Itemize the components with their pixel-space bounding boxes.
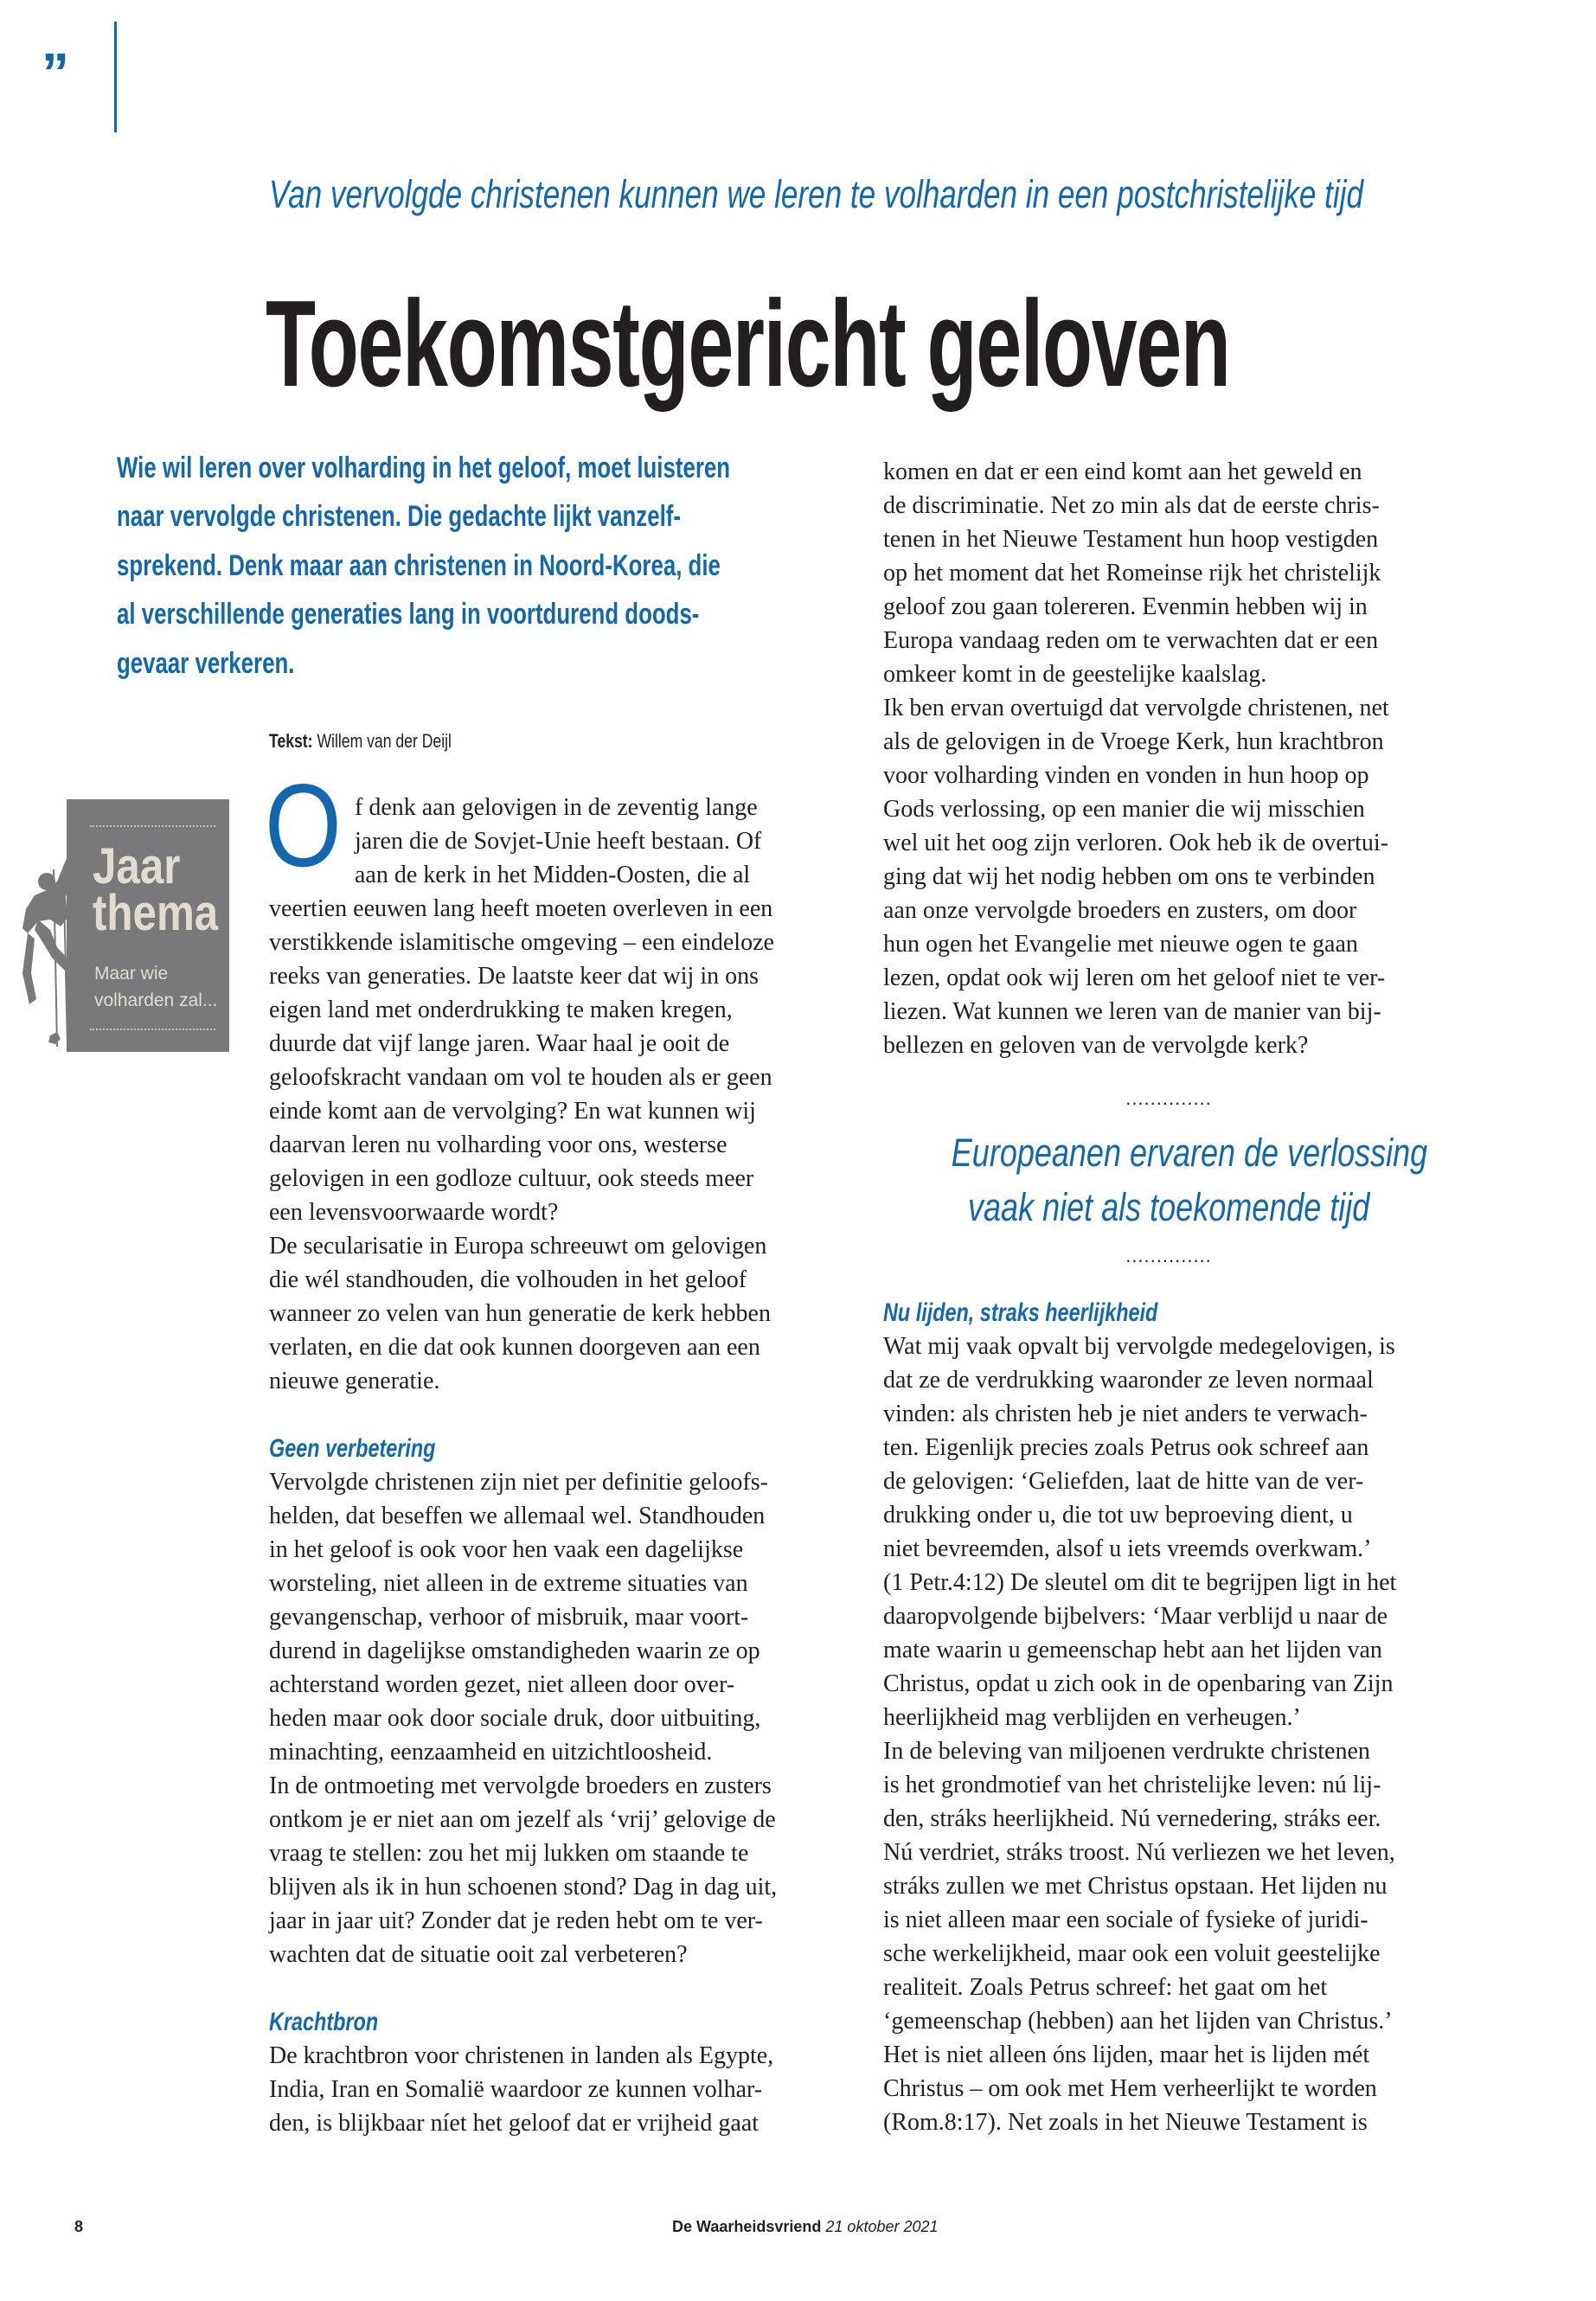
text-line: de discriminatie. Net zo min als dat de eerste chris- <box>883 492 1380 519</box>
text-line: achterstand worden gezet, niet alleen door over- <box>269 1671 735 1698</box>
right-column-section <box>883 1296 1471 2139</box>
byline-author: Willem van der Deijl <box>317 730 452 752</box>
text-line: sprekend. Denk maar aan christenen in Noord-Korea, die <box>117 548 721 582</box>
text-line: een levensvoorwaarde wordt? <box>269 1199 559 1226</box>
title-text: Toekomstgericht geloven <box>266 275 1230 413</box>
text-line: bellezen en geloven van de vervolgde kerk? <box>883 1032 1309 1059</box>
text-line: de gelovigen: ‘Geliefden, laat de hitte van de ver- <box>883 1468 1364 1495</box>
text-line: tenen in het Nieuwe Testament hun hoop vestigden <box>883 526 1379 553</box>
badge-tagline-line: volharden zal... <box>94 990 218 1010</box>
text-line: stráks zullen we met Christus opstaan. Het lijden nu <box>883 1873 1388 1900</box>
text-line: naar vervolgde christenen. Die gedachte lijkt vanzelf- <box>117 500 681 534</box>
section-heading: Geen verbetering <box>269 1434 436 1463</box>
text-line: reeks van generaties. De laatste keer dat wij in ons <box>269 963 760 990</box>
text-line: jaar in jaar uit? Zonder dat je reden hebt om te ver- <box>269 1907 763 1934</box>
text-line: Ik ben ervan overtuigd dat vervolgde christenen, net <box>883 695 1389 721</box>
vertical-rule <box>114 22 117 132</box>
text-line: einde komt aan de vervolging? En wat kunnen wij <box>269 1098 756 1125</box>
text-line: India, Iran en Somalië waardoor ze kunnen volhar- <box>269 2076 763 2103</box>
publication-date: 21 oktober 2021 <box>825 2218 939 2235</box>
text-line: In de ontmoeting met vervolgde broeders en zusters <box>269 1772 772 1799</box>
text-line: minachting, eenzaamheid en uitzichtloosheid. <box>269 1739 713 1766</box>
text-line: blijven als ik in hun schoenen stond? Dag in dag uit, <box>269 1874 778 1900</box>
text-line: Wie wil leren over volharding in het geloof, moet luisteren <box>117 452 731 484</box>
text-line: Nú verdriet, stráks troost. Nú verliezen we het leven, <box>883 1839 1395 1866</box>
badge-title-line2: thema <box>93 885 219 941</box>
intro-paragraph <box>269 791 857 1398</box>
text-line: Gods verlossing, op een manier die wij misschien <box>883 796 1365 823</box>
text-line: gevangenschap, verhoor of misbruik, maar voort- <box>269 1604 749 1631</box>
text-line: dat ze de verdrukking waaronder ze leven normaal <box>883 1367 1374 1394</box>
text-line: verlaten, en die dat ook kunnen doorgeven aan een <box>269 1334 760 1361</box>
text-line: aan onze vervolgde broeders en zusters, om door <box>883 897 1357 924</box>
quote-mark-icon: ” <box>42 42 69 104</box>
text-line: omkeer komt in de geestelijke kaalslag. <box>883 661 1267 688</box>
text-line: is niet alleen maar een sociale of fysieke of juridi- <box>883 1907 1368 1933</box>
text-line: f denk aan gelovigen in de zeventig lange <box>355 794 758 821</box>
text-line: wanneer zo velen van hun generatie de kerk hebben <box>269 1300 771 1327</box>
text-line: drukking onder u, die tot uw beproeving dient, u <box>883 1502 1353 1529</box>
text-line: aan de kerk in het Midden-Oosten, die al <box>355 862 751 888</box>
text-line: heden maar ook door sociale druk, door uitbuiting, <box>269 1705 761 1732</box>
text-line: hun ogen het Evangelie met nieuwe ogen te gaan <box>883 931 1358 958</box>
kicker-text: Van vervolgde christenen kunnen we leren te volharden in een postchristelijke tijd <box>269 172 1364 216</box>
text-line: Christus – om ook met Hem verheerlijkt te worden <box>883 2075 1377 2102</box>
text-line: daarvan leren nu volharding voor ons, westerse <box>269 1131 727 1158</box>
text-line: wachten dat de situatie ooit zal verbeteren? <box>269 1941 688 1968</box>
article-kicker <box>269 170 1596 220</box>
section-body <box>883 1330 1471 2139</box>
text-line: lezen, opdat ook wij leren om het geloof niet te ver- <box>883 965 1386 991</box>
section-heading: Nu lijden, straks heerlijkheid <box>883 1298 1158 1327</box>
text-line: De krachtbron voor christenen in landen als Egypte, <box>269 2042 774 2069</box>
text-line: ten. Eigenlijk precies zoals Petrus ook schreef aan <box>883 1434 1369 1461</box>
text-line: die wél standhouden, die volhouden in het geloof <box>269 1266 747 1293</box>
dotted-divider: .............. <box>1125 1245 1212 1266</box>
text-line: wel uit het oog zijn verloren. Ook heb ik de overtui- <box>883 830 1388 856</box>
text-line: duurde dat vijf lange jaren. Waar haal je ooit de <box>269 1030 730 1057</box>
dotted-divider <box>90 825 215 827</box>
left-column <box>269 791 857 2140</box>
text-line: liezen. Wat kunnen we leren van de manier van bij- <box>883 998 1381 1025</box>
section-body <box>269 2039 857 2140</box>
publication-name: De Waarheidsvriend <box>672 2218 822 2235</box>
text-line: komen en dat er een eind komt aan het geweld en <box>883 458 1362 485</box>
text-line: Europa vandaag reden om te verwachten dat er een <box>883 627 1379 654</box>
text-line: helden, dat beseffen we allemaal wel. Standhouden <box>269 1503 766 1529</box>
text-line: Vervolgde christenen zijn niet per definitie geloofs- <box>269 1469 768 1496</box>
pull-quote-line: Europeanen ervaren de verlossing <box>951 1131 1428 1175</box>
text-line: worsteling, niet alleen in de extreme situaties van <box>269 1570 748 1597</box>
dotted-divider: .............. <box>1125 1087 1212 1109</box>
badge-title-line1: Jaar <box>93 838 181 894</box>
year-theme-badge <box>67 799 229 1052</box>
text-line: realiteit. Zoals Petrus schreef: het gaat om het <box>883 1974 1328 2001</box>
text-line: den, is blijkbaar níet het geloof dat er vrijheid gaat <box>269 2110 760 2137</box>
intro-paragraph <box>883 455 1471 1062</box>
text-line: nieuwe generatie. <box>269 1368 440 1394</box>
text-line: Christus, opdat u zich ook in de openbaring van Zijn <box>883 1670 1394 1697</box>
text-line: geloof zou gaan tolereren. Evenmin hebben wij in <box>883 593 1368 620</box>
text-line: veertien eeuwen lang heeft moeten overleven in een <box>269 895 773 922</box>
text-line: Het is niet alleen óns lijden, maar het is lijden mét <box>883 2041 1370 2068</box>
text-line: vinden: als christen heb je niet anders te verwach- <box>883 1400 1368 1427</box>
text-line: niet bevreemden, alsof u iets vreemds overkwam.’ <box>883 1535 1372 1562</box>
section-body <box>269 1465 857 1971</box>
text-line: jaren die de Sovjet-Unie heeft bestaan. Of <box>355 828 762 855</box>
byline-label: Tekst: <box>269 730 313 752</box>
text-line: al verschillende generaties lang in voortdurend doods- <box>117 598 700 631</box>
text-line: heerlijkheid mag verblijden en verheugen.’ <box>883 1704 1301 1731</box>
page-number: 8 <box>74 2218 84 2235</box>
text-line: verstikkende islamitische omgeving – een eindeloze <box>269 929 774 956</box>
footer-publication <box>672 2216 939 2237</box>
text-line: gelovigen in een godloze cultuur, ook steeds meer <box>269 1165 754 1192</box>
drop-cap: O <box>265 760 342 891</box>
text-line: gevaar verkeren. <box>117 646 295 680</box>
text-line: eigen land met onderdrukking te maken kregen, <box>269 997 733 1023</box>
text-line: sche werkelijkheid, maar ook een voluit geestelijke <box>883 1940 1381 1967</box>
pull-quote <box>892 1086 1445 1269</box>
text-line: (1 Petr.4:12) De sleutel om dit te begrijpen ligt in het <box>883 1569 1397 1596</box>
article-title <box>266 275 1596 413</box>
text-line: geloofskracht vandaan om vol te houden als er geen <box>269 1064 772 1091</box>
text-line: is het grondmotief van het christelijke leven: nú lij- <box>883 1772 1381 1798</box>
text-line: op het moment dat het Romeinse rijk het christelijk <box>883 560 1381 586</box>
text-line: (Rom.8:17). Net zoals in het Nieuwe Testament is <box>883 2109 1368 2136</box>
right-column <box>883 455 1471 1062</box>
pull-quote-line: vaak niet als toekomende tijd <box>967 1185 1370 1229</box>
text-line: Wat mij vaak opvalt bij vervolgde medegelovigen, is <box>883 1333 1395 1360</box>
dotted-divider <box>90 1029 215 1030</box>
text-line: vraag te stellen: zou het mij lukken om staande te <box>269 1840 749 1867</box>
text-line: voor volharding vinden en vonden in hun hoop op <box>883 762 1369 789</box>
text-line: mate waarin u gemeenschap hebt aan het lijden van <box>883 1637 1382 1663</box>
lead-paragraph <box>117 444 924 688</box>
text-line: als de gelovigen in de Vroege Kerk, hun krachtbron <box>883 728 1384 755</box>
badge-tagline-line: Maar wie <box>94 964 169 984</box>
text-line: ‘gemeenschap (hebben) aan het lijden van Christus.’ <box>883 2008 1393 2035</box>
section-heading: Krachtbron <box>269 2008 379 2036</box>
text-line: den, stráks heerlijkheid. Nú vernedering, stráks eer. <box>883 1805 1381 1832</box>
text-line: ontkom je er niet aan om jezelf als ‘vrij’ gelovige de <box>269 1806 776 1833</box>
text-line: durend in dagelijkse omstandigheden waarin ze op <box>269 1638 760 1664</box>
text-line: daaropvolgende bijbelvers: ‘Maar verblijd u naar de <box>883 1603 1388 1630</box>
text-line: In de beleving van miljoenen verdrukte christenen <box>883 1738 1370 1765</box>
text-line: De secularisatie in Europa schreeuwt om gelovigen <box>269 1233 767 1259</box>
byline <box>269 729 497 753</box>
text-line: in het geloof is ook voor hen vaak een dagelijkse <box>269 1536 744 1563</box>
text-line: ging dat wij het nodig hebben om ons te verbinden <box>883 863 1375 890</box>
